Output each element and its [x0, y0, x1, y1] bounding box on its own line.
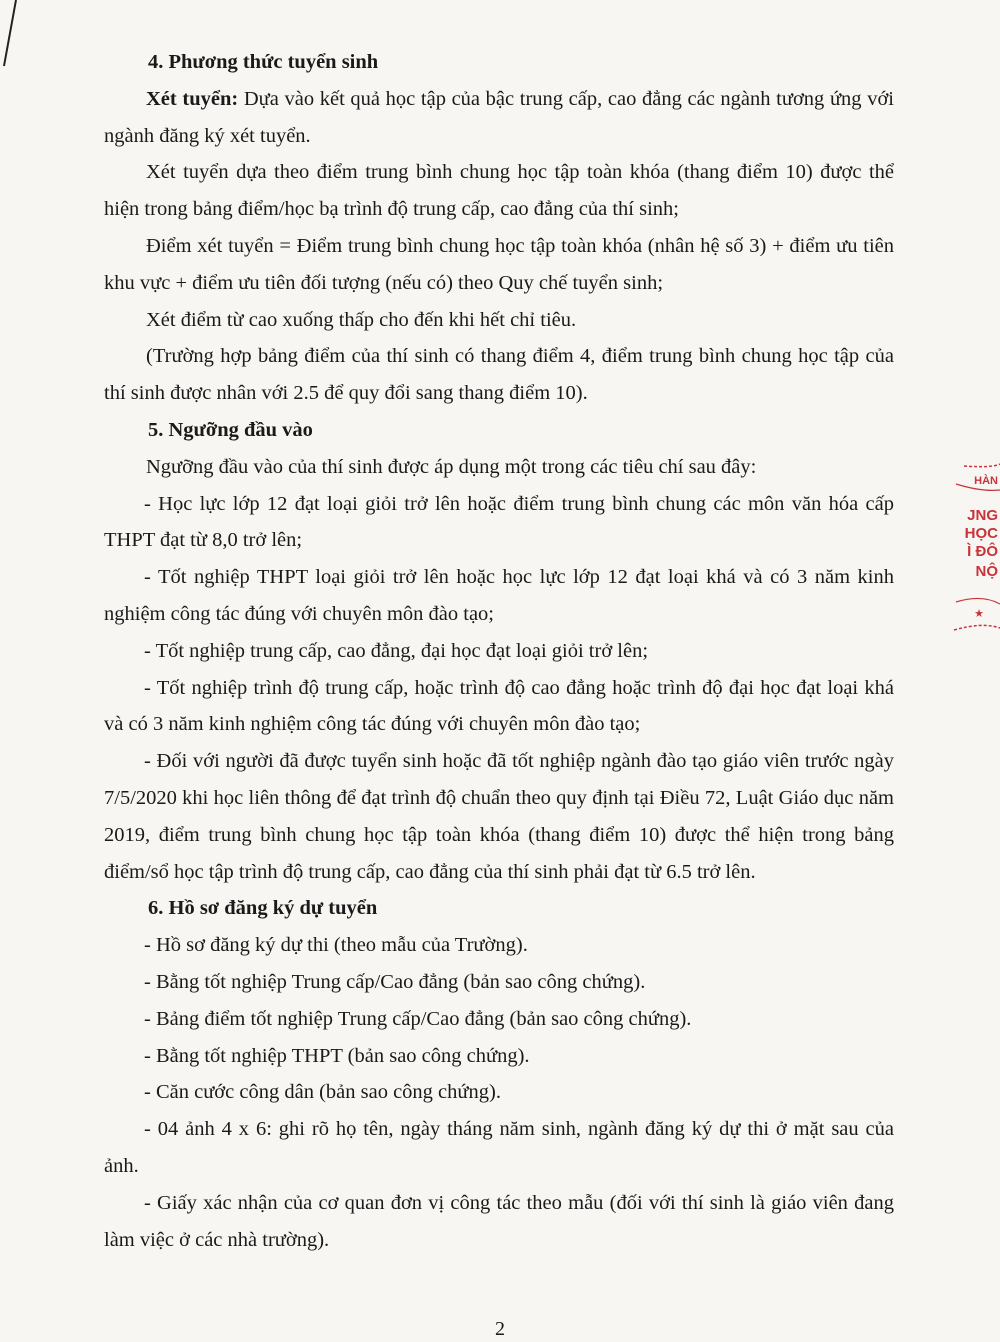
section-4-paragraph-4: Xét điểm từ cao xuống thấp cho đến khi hết chỉ tiêu.: [146, 308, 577, 331]
document-body: [104, 44, 894, 1258]
list-item: - Tốt nghiệp trung cấp, cao đẳng, đại học đạt loại giỏi trở lên;: [144, 639, 649, 662]
paragraph-text: Dựa vào kết quả học tập của bậc trung cấp, cao đẳng các ngành tương ứng với ngành đăng ký xét tuyển.: [104, 87, 894, 147]
section-4-paragraph-2: Xét tuyển dựa theo điểm trung bình chung học tập toàn khóa (thang điểm 10) được thể hiện trong bảng điểm/học bạ trình độ trung cấp, cao đẳng của thí sinh;: [104, 161, 894, 221]
seal-text: Ì ĐÔ: [967, 543, 998, 560]
list-item: - Bằng tốt nghiệp Trung cấp/Cao đẳng (bản sao công chứng).: [144, 970, 646, 993]
list-item: - Tốt nghiệp THPT loại giỏi trở lên hoặc học lực lớp 12 đạt loại khá và có 3 năm kinh nghiệm công tác đúng với chuyên môn đào tạo;: [104, 566, 894, 625]
section-4-paragraph-5: (Trường hợp bảng điểm của thí sinh có thang điểm 4, điểm trung bình chung học tập của thí sinh được nhân với 2.5 để quy đổi sang thang điểm 10).: [104, 345, 894, 405]
list-item: - Bảng điểm tốt nghiệp Trung cấp/Cao đẳng (bản sao công chứng).: [144, 1007, 692, 1030]
red-seal-stamp: [952, 462, 1000, 632]
seal-text: NỘ: [975, 563, 998, 580]
list-item: - Đối với người đã được tuyển sinh hoặc đã tốt nghiệp ngành đào tạo giáo viên trước ngày 7/5/2020 khi học liên thông để đạt trình độ chuẩn theo quy định tại Điều 72, Luật Giáo dục năm 2019, điểm trung bình chung học tập toàn khóa (thang điểm 10) được thể hiện trong bảng điểm/sổ học tập trình độ trung cấp, cao đẳng của thí sinh phải đạt từ 6.5 trở lên.: [104, 750, 894, 883]
seal-star-icon: ★: [974, 608, 984, 620]
list-item: - Bằng tốt nghiệp THPT (bản sao công chứng).: [144, 1044, 530, 1067]
seal-text: HỌC: [964, 525, 998, 542]
page-number: 2: [495, 1318, 505, 1340]
section-4-paragraph-1: [104, 81, 894, 155]
list-item: - Giấy xác nhận của cơ quan đơn vị công tác theo mẫu (đối với thí sinh là giáo viên đang làm việc ở các nhà trường).: [104, 1191, 894, 1251]
list-item: - Tốt nghiệp trình độ trung cấp, hoặc trình độ cao đẳng hoặc trình độ đại học đạt loại khá và có 3 năm kinh nghiệm công tác đúng với chuyên môn đào tạo;: [104, 676, 894, 736]
list-item: - Hồ sơ đăng ký dự thi (theo mẫu của Trường).: [144, 934, 528, 957]
section-5-intro: Ngưỡng đầu vào của thí sinh được áp dụng một trong các tiêu chí sau đây:: [146, 455, 757, 478]
section-5-heading: 5. Ngưỡng đầu vào: [148, 418, 313, 441]
bold-label: Xét tuyển:: [146, 87, 239, 110]
scan-mark: [0, 0, 40, 80]
list-item: - Học lực lớp 12 đạt loại giỏi trở lên hoặc điểm trung bình chung các môn văn hóa cấp THPT đạt từ 8,0 trở lên;: [104, 492, 894, 552]
list-item: - Căn cước công dân (bản sao công chứng).: [144, 1081, 501, 1104]
list-item: - 04 ảnh 4 x 6: ghi rõ họ tên, ngày tháng năm sinh, ngành đăng ký dự thi ở mặt sau của ảnh.: [104, 1118, 894, 1177]
section-6-heading: 6. Hồ sơ đăng ký dự tuyển: [148, 897, 378, 920]
section-4-paragraph-3: Điểm xét tuyển = Điểm trung bình chung học tập toàn khóa (nhân hệ số 3) + điểm ưu tiên khu vực + điểm ưu tiên đối tượng (nếu có) theo Quy chế tuyển sinh;: [104, 234, 894, 294]
section-4-heading: 4. Phương thức tuyển sinh: [148, 51, 379, 73]
seal-text: JNG: [967, 507, 998, 524]
seal-text: HÀN: [974, 475, 998, 487]
